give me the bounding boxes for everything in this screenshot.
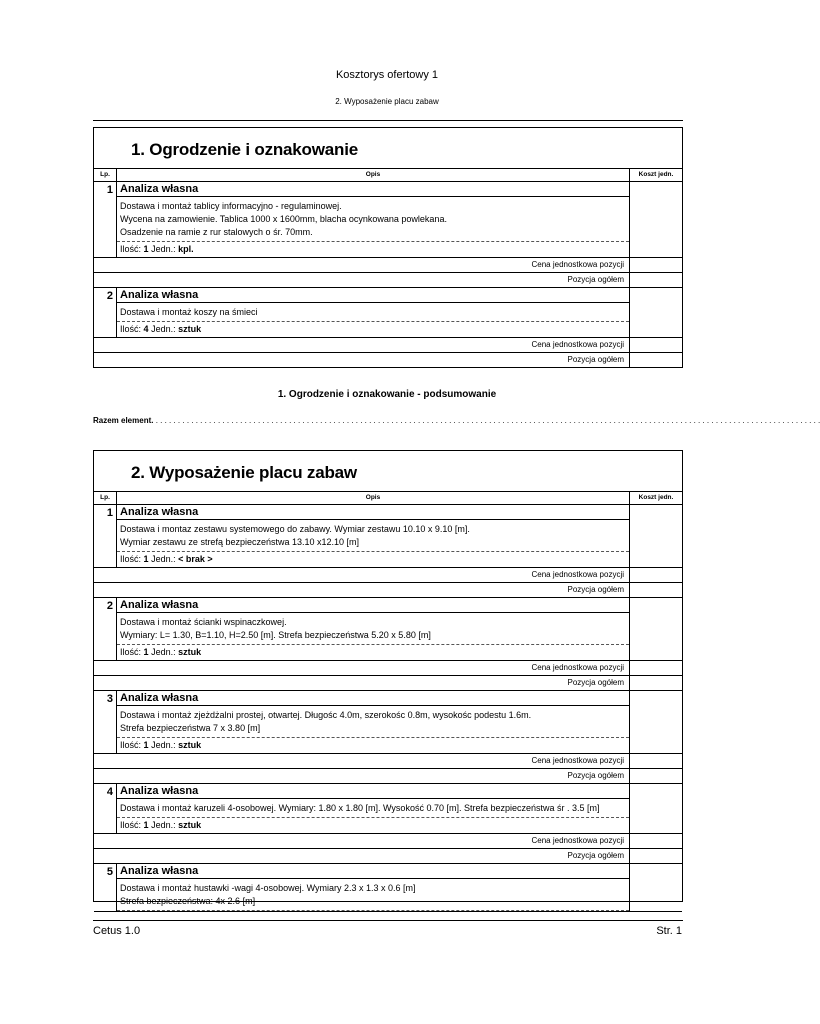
column-koszt: Koszt jedn.	[638, 171, 674, 178]
position-total-row	[94, 353, 682, 367]
position-number: 3	[94, 691, 117, 753]
footer-right: Str. 1	[656, 925, 682, 937]
quantity-value: 1	[143, 647, 149, 657]
position-row	[94, 691, 682, 754]
position-total-row	[94, 676, 682, 691]
column-lp: Lp.	[94, 169, 117, 181]
unit-price-label: Cena jednostkowa pozycji	[94, 568, 630, 582]
unit-price-label: Cena jednostkowa pozycji	[94, 661, 630, 675]
position-number: 4	[94, 784, 117, 833]
footer-left: Cetus 1.0	[93, 925, 141, 937]
unit-value: sztuk	[178, 740, 202, 750]
value-cell	[630, 661, 682, 675]
section-1-title: 1. Ogrodzenie i oznakowanie	[131, 140, 358, 159]
document-subtitle: 2. Wyposażenie placu zabaw	[335, 97, 439, 106]
unit-cost-cell	[630, 288, 682, 337]
unit-cost-cell	[630, 784, 682, 833]
quantity-value: 1	[143, 740, 149, 750]
section-1-title-row	[94, 128, 682, 169]
position-row	[94, 598, 682, 661]
position-quantity	[117, 552, 629, 567]
unit-cost-cell	[630, 598, 682, 660]
position-description	[117, 879, 629, 911]
quantity-value: 1	[143, 554, 149, 564]
section-1-table	[93, 127, 683, 368]
description-line: Dostawa i montaz zestawu systemowego do zabawy. Wymiar zestawu 10.10 x 9.10 [m].	[120, 524, 470, 534]
position-row	[94, 864, 682, 912]
position-name: Analiza własna	[117, 182, 629, 197]
quantity-label: Ilość:	[120, 740, 142, 750]
value-cell	[630, 754, 682, 768]
description-line: Wymiar zestawu ze strefą bezpieczeństwa 13.10 x12.10 [m]	[120, 537, 360, 547]
position-description	[117, 520, 629, 552]
position-description	[117, 706, 629, 738]
position-name: Analiza własna	[117, 784, 629, 799]
unit-value: sztuk	[178, 647, 202, 657]
header-divider	[93, 120, 683, 121]
column-opis: Opis	[117, 492, 630, 504]
position-total-row	[94, 769, 682, 784]
column-lp: Lp.	[94, 492, 117, 504]
unit-price-label: Cena jednostkowa pozycji	[94, 834, 630, 848]
quantity-label: Ilość:	[120, 554, 142, 564]
description-line: Dostawa i montaż hustawki -wagi 4-osobowej. Wymiary 2.3 x 1.3 x 0.6 [m]	[120, 883, 416, 893]
position-body	[117, 288, 630, 337]
position-total-row	[94, 583, 682, 598]
position-row	[94, 784, 682, 834]
unit-label: Jedn.:	[151, 740, 176, 750]
unit-price-row	[94, 834, 682, 849]
quantity-label: Ilość:	[120, 324, 142, 334]
value-cell	[630, 338, 682, 352]
position-description	[117, 303, 629, 322]
unit-cost-cell	[630, 691, 682, 753]
document-title: Kosztorys ofertowy 1	[335, 69, 439, 81]
position-total-label: Pozycja ogółem	[94, 273, 630, 287]
value-cell	[630, 273, 682, 287]
description-line: Wymiary: L= 1.30, B=1.10, H=2.50 [m]. Strefa bezpieczeństwa 5.20 x 5.80 [m]	[120, 630, 431, 640]
section-2-title: 2. Wyposażenie placu zabaw	[131, 463, 357, 482]
value-cell	[630, 849, 682, 863]
unit-price-row	[94, 258, 682, 273]
unit-label: Jedn.:	[151, 554, 176, 564]
unit-cost-cell	[630, 864, 682, 911]
position-quantity	[117, 645, 629, 660]
column-opis: Opis	[117, 169, 630, 181]
position-body	[117, 505, 630, 567]
section-2-items	[94, 505, 682, 912]
quantity-value: 4	[143, 324, 149, 334]
position-quantity	[117, 242, 629, 257]
unit-cost-cell	[630, 182, 682, 257]
value-cell	[630, 583, 682, 597]
position-quantity	[117, 818, 629, 833]
column-header-row	[94, 169, 682, 182]
quantity-label: Ilość:	[120, 820, 142, 830]
position-name: Analiza własna	[117, 598, 629, 613]
unit-value: sztuk	[178, 324, 202, 334]
description-line: Osadzenie na ramie z rur stalowych o śr. 70mm.	[120, 227, 313, 237]
unit-label: Jedn.:	[151, 820, 176, 830]
unit-value: sztuk	[178, 820, 202, 830]
position-total-label: Pozycja ogółem	[94, 583, 630, 597]
description-line: Dostawa i montaż tablicy informacyjno - regulaminowej.	[120, 201, 342, 211]
position-total-label: Pozycja ogółem	[94, 849, 630, 863]
description-line: Dostawa i montaż ścianki wspinaczkowej.	[120, 617, 287, 627]
position-quantity	[117, 738, 629, 753]
position-body	[117, 784, 630, 833]
unit-price-row	[94, 661, 682, 676]
unit-price-label: Cena jednostkowa pozycji	[94, 754, 630, 768]
position-description	[117, 197, 629, 242]
description-line: Dostawa i montaż koszy na śmieci	[120, 307, 258, 317]
unit-price-row	[94, 568, 682, 583]
description-line: Dostawa i montaż zjeżdżalni prostej, otwartej. Długośc 4.0m, szerokośc 0.8m, wysokośc podestu 1.6m.	[120, 710, 532, 720]
position-number: 2	[94, 598, 117, 660]
razem-label: Razem element.	[93, 416, 154, 425]
position-name: Analiza własna	[117, 691, 629, 706]
position-total-label: Pozycja ogółem	[94, 676, 630, 690]
column-header-row	[94, 492, 682, 505]
position-name: Analiza własna	[117, 288, 629, 303]
unit-value: kpl.	[178, 244, 194, 254]
value-cell	[630, 353, 682, 367]
column-koszt: Koszt jedn.	[638, 494, 674, 501]
position-description	[117, 613, 629, 645]
summary-title: 1. Ogrodzenie i oznakowanie - podsumowanie	[277, 389, 497, 400]
description-line: Strefa bezpieczeństwa: 4x 2.6 [m]	[120, 896, 256, 906]
unit-label: Jedn.:	[151, 647, 176, 657]
unit-cost-cell	[630, 505, 682, 567]
position-number: 1	[94, 182, 117, 257]
position-number: 5	[94, 864, 117, 911]
description-line: Strefa bezpieczeństwa 7 x 3.80 [m]	[120, 723, 261, 733]
position-name: Analiza własna	[117, 864, 629, 879]
position-description	[117, 799, 629, 818]
unit-price-label: Cena jednostkowa pozycji	[94, 258, 630, 272]
quantity-value: 1	[143, 820, 149, 830]
position-body	[117, 864, 630, 911]
unit-label: Jedn.:	[151, 324, 176, 334]
position-number: 2	[94, 288, 117, 337]
position-body	[117, 598, 630, 660]
quantity-value: 1	[143, 244, 149, 254]
footer-divider	[93, 920, 683, 921]
value-cell	[630, 568, 682, 582]
unit-price-label: Cena jednostkowa pozycji	[94, 338, 630, 352]
position-quantity	[117, 322, 629, 337]
position-name: Analiza własna	[117, 505, 629, 520]
position-row	[94, 505, 682, 568]
quantity-label: Ilość:	[120, 244, 142, 254]
value-cell	[630, 834, 682, 848]
position-total-row	[94, 849, 682, 864]
razem-element-line	[93, 416, 820, 425]
position-row	[94, 182, 682, 258]
position-total-label: Pozycja ogółem	[94, 769, 630, 783]
description-line: Dostawa i montaż karuzeli 4-osobowej. Wymiary: 1.80 x 1.80 [m]. Wysokość 0.70 [m]. Strefa bezpieczeństwa śr . 3.5 [m]	[120, 803, 600, 813]
unit-label: Jedn.:	[151, 244, 176, 254]
razem-dots: . . . . . . . . . . . . . . . . . . . . . . . . . . . . . . . . . . . . . . . . . . . . . . . . . . . . . . . . . . . . . . . . . . . . . . . . . . . . . . . . . . . . . . . . . . . . . . . . . . . . . . . . . . . . . . . . . . . . . . . . . . . . . . . . . . . . . . . . . . . . . . . . . . . . . .	[155, 416, 820, 425]
unit-price-row	[94, 754, 682, 769]
description-line: Wycena na zamowienie. Tablica 1000 x 1600mm, blacha ocynkowana powlekana.	[120, 214, 447, 224]
position-body	[117, 182, 630, 257]
position-row	[94, 288, 682, 338]
value-cell	[630, 769, 682, 783]
position-number: 1	[94, 505, 117, 567]
position-total-label: Pozycja ogółem	[94, 353, 630, 367]
section-2-title-row	[94, 451, 682, 492]
position-total-row	[94, 273, 682, 288]
section-1-items	[94, 182, 682, 367]
quantity-label: Ilość:	[120, 647, 142, 657]
value-cell	[630, 676, 682, 690]
section-2-table	[93, 450, 683, 906]
value-cell	[630, 258, 682, 272]
unit-value: < brak >	[178, 554, 213, 564]
unit-price-row	[94, 338, 682, 353]
position-body	[117, 691, 630, 753]
